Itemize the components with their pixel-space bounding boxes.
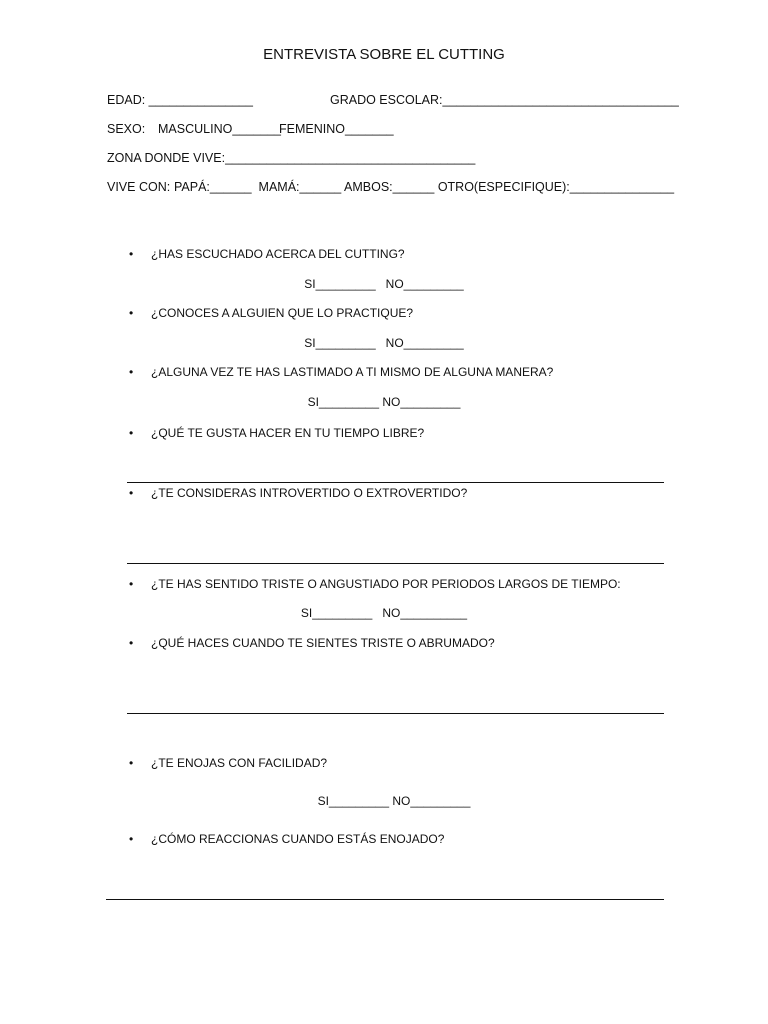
- question-7: ¿QUÉ HACES CUANDO TE SIENTES TRISTE O ABRUMADO?: [151, 636, 495, 650]
- femenino-field: FEMENINO_______: [279, 122, 394, 136]
- answer-6: SI_________ NO__________: [300, 606, 468, 620]
- bullet: •: [129, 577, 134, 591]
- question-2: ¿CONOCES A ALGUIEN QUE LO PRACTIQUE?: [151, 306, 414, 320]
- sexo-label: SEXO:: [107, 122, 146, 136]
- bullet: •: [129, 247, 134, 261]
- question-8: ¿TE ENOJAS CON FACILIDAD?: [151, 756, 328, 770]
- masculino-field: MASCULINO_______: [158, 122, 281, 136]
- vive-con-options: PAPÁ:______ MAMÁ:______ AMBOS:______ OTRO(ESPECIFIQUE):_______________: [174, 180, 675, 194]
- question-3: ¿ALGUNA VEZ TE HAS LASTIMADO A TI MISMO DE ALGUNA MANERA?: [151, 365, 554, 379]
- bullet: •: [129, 306, 134, 320]
- answer-line: [127, 563, 664, 564]
- answer-line: [106, 899, 664, 900]
- bullet: •: [129, 636, 134, 650]
- edad-field: EDAD: _______________: [107, 93, 253, 107]
- grado-escolar-field: GRADO ESCOLAR:__________________________________: [330, 93, 679, 107]
- vive-con-label: VIVE CON:: [107, 180, 171, 194]
- form-title: ENTREVISTA SOBRE EL CUTTING: [263, 46, 505, 63]
- bullet: •: [129, 756, 134, 770]
- answer-1: SI_________ NO_________: [304, 277, 464, 291]
- answer-8: SI_________ NO_________: [317, 794, 471, 808]
- answer-line: [127, 482, 664, 483]
- zona-donde-vive-field: ZONA DONDE VIVE:____________________________________: [107, 151, 476, 165]
- question-5: ¿TE CONSIDERAS INTROVERTIDO O EXTROVERTIDO?: [151, 486, 468, 500]
- answer-3: SI_________ NO_________: [307, 395, 461, 409]
- question-9: ¿CÓMO REACCIONAS CUANDO ESTÁS ENOJADO?: [151, 832, 445, 846]
- answer-line: [127, 713, 664, 714]
- bullet: •: [129, 365, 134, 379]
- answer-2: SI_________ NO_________: [304, 336, 464, 350]
- bullet: •: [129, 832, 134, 846]
- question-4: ¿QUÉ TE GUSTA HACER EN TU TIEMPO LIBRE?: [151, 426, 425, 440]
- bullet: •: [129, 486, 134, 500]
- question-6: ¿TE HAS SENTIDO TRISTE O ANGUSTIADO POR PERIODOS LARGOS DE TIEMPO:: [151, 577, 621, 591]
- question-1: ¿HAS ESCUCHADO ACERCA DEL CUTTING?: [151, 247, 405, 261]
- bullet: •: [129, 426, 134, 440]
